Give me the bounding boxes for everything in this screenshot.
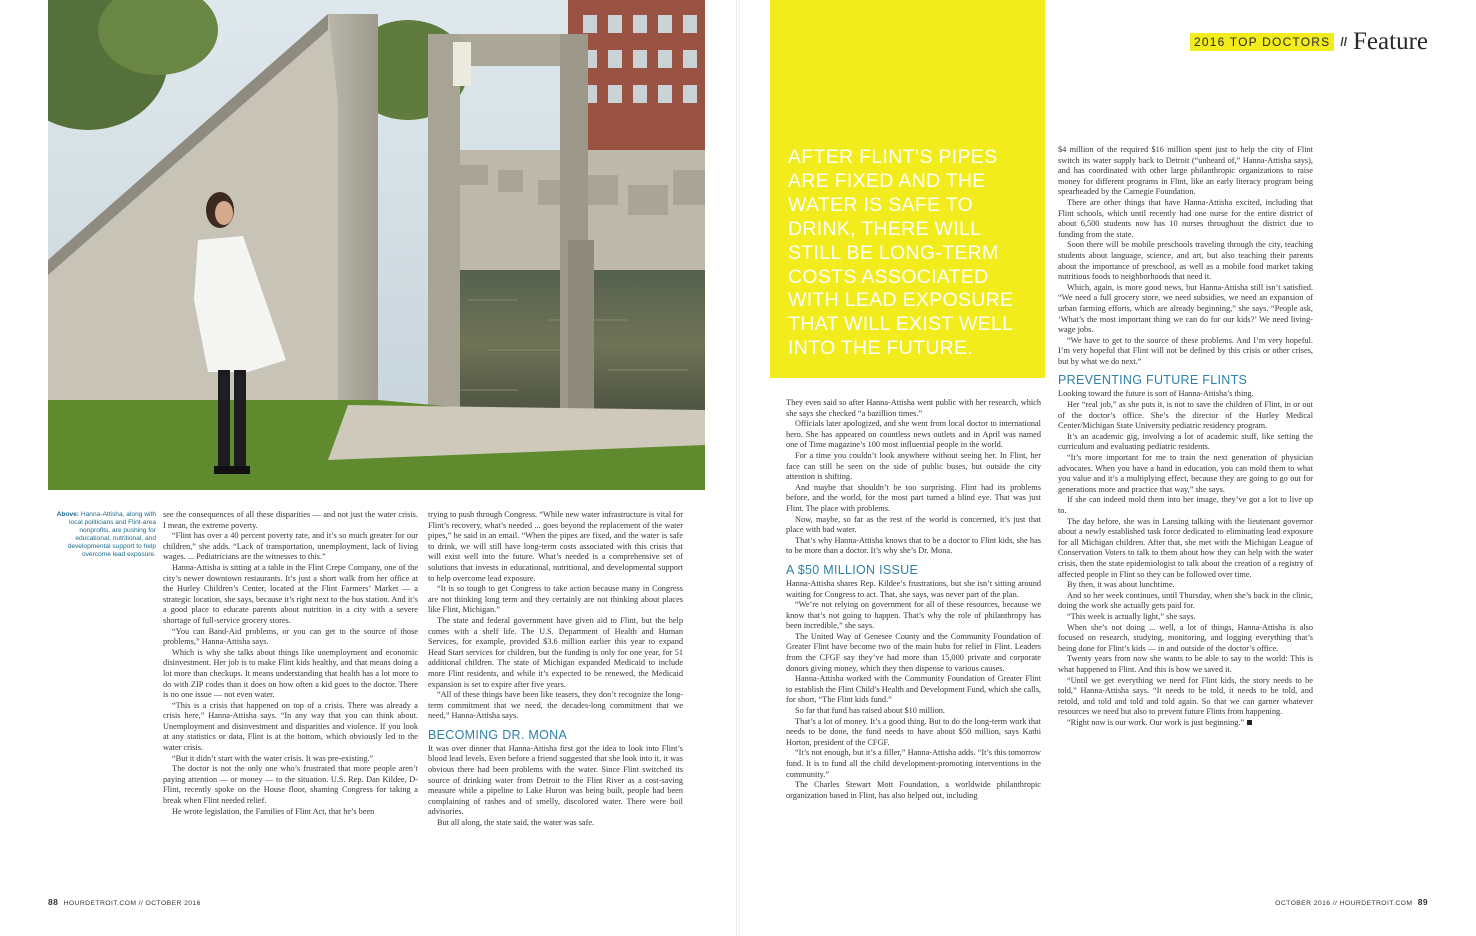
paragraph: That’s why Hanna-Attisha knows that to be a doctor to Flint kids, she has to be more than a doctor. It’s why she’s Dr. Mona. — [786, 535, 1041, 556]
pull-quote-box — [770, 0, 1045, 378]
paragraph: That’s a lot of money. It’s a good thing. But to do the long-term work that needs to be done, the fund needs to have about $50 million, says Kathi Horton, president of the CFGF. — [786, 716, 1041, 747]
section-tag: 2016 TOP DOCTORS — [1190, 33, 1334, 51]
section-header — [1190, 28, 1428, 56]
subhead-50-million-issue: A $50 MILLION ISSUE — [786, 562, 919, 577]
folio-left-text: HOURDETROIT.COM // OCTOBER 2016 — [63, 900, 201, 907]
paragraph: “All of these things have been like teasers, they don’t recognize the long-term commitment that we need, the decades-long commitment that we need,” Hanna-Attisha says. — [428, 690, 683, 721]
paragraph: Which, again, is more good news, but Hanna-Attisha still isn’t satisfied. “We need a full grocery store, we need subsidies, we need an expansion of urban farming efforts, which are already beginning,” she says. “People ask, ‘What’s the most important thing we can do for our kids?’ We need living-wage jobs. — [1058, 282, 1313, 335]
paragraph: “Flint has over a 40 percent poverty rate, and it’s so much greater for our children,” she adds. “Lack of transportation, unemployment, lack of living wages. ... Pediatricians are the witnesses to this.” — [163, 531, 418, 562]
column-left-2 — [428, 510, 683, 829]
paragraph: And so her week continues, until Thursday, when she’s back in the clinic, doing the work she actually gets paid for. — [1058, 590, 1313, 611]
final-sentence: “Right now is our work. Our work is just beginning.” — [1067, 717, 1245, 727]
paragraph: see the consequences of all these disparities — and not just the water crisis. I mean, the extreme poverty. — [163, 510, 418, 530]
paragraph: “It is so tough to get Congress to take action because many in Congress are not thinking long term and they certainly are not thinking about places like Flint, Michigan.” — [428, 584, 683, 615]
folio-left — [48, 897, 201, 907]
paragraph: The day before, she was in Lansing talking with the lieutenant governor about a newly established task force dedicated to eliminating lead exposure for all Michigan children. After that, she met with the Michigan League of Conservation Voters to talk to them about how they can help with the water crisis, then the state epidemiologist to talk about the creation of a registry of affected people in Flint so they can be followed over time. — [1058, 516, 1313, 579]
paragraph-final — [1058, 718, 1313, 729]
paragraph: Hanna-Attisha is sitting at a table in the Flint Crepe Company, one of the city’s newer downtown restaurants. It’s just a short walk from her office at the Hurley Children’s Center, located at the Flint Farmers’ Market — a strategic location, she says, because it’s right next to the bus station. And it’s a good place to educate parents about nutrition in a city with a severe shortage of full-service grocery stores. — [163, 562, 418, 625]
paragraph: When she’s not doing ... well, a lot of things, Hanna-Attisha is also focused on research, studying, monitoring, and logging everything that’s being done for Flint’s kids — in and outside of the doctor’s office. — [1058, 622, 1313, 653]
folio-right — [1275, 897, 1428, 907]
paragraph: If she can indeed mold them into her image, they’ve got a lot to live up to. — [1058, 495, 1313, 515]
paragraph: “This week is actually light,” she says. — [1067, 611, 1196, 621]
paragraph: By then, it was about lunchtime. — [1067, 580, 1175, 590]
paragraph: The United Way of Genesee County and the Community Foundation of Greater Flint have become two of the main hubs for relief in Flint. Leaders from the CFGF say they’ve had more than 15,000 private and corporate donors giving money, which they then dispense to various causes. — [786, 631, 1041, 673]
paragraph: “Until we get everything we need for Flint kids, the story needs to be told,” Hanna-Attisha says. “It needs to be told, it needs to be told, and retold, and told and told and told again. So that we can garner whatever resources we need but also to prevent future Flints from happening. — [1058, 675, 1313, 717]
column-left-1 — [163, 510, 418, 817]
paragraph: “It’s more important for me to train the next generation of physician advocates. When you have a hand in education, you can mold them to what you value and it’s a multiplying effect, because they are going to go out for generations more and practice that way,” she says. — [1058, 453, 1313, 494]
paragraph: Hanna-Attisha worked with the Community Foundation of Greater Flint to establish the Flint Child’s Health and Development Fund, which she calls, for short, “The Flint kids fund.” — [786, 674, 1041, 705]
end-mark-icon — [1247, 720, 1252, 725]
page-number-left: 88 — [48, 897, 59, 907]
paragraph: They even said so after Hanna-Attisha went public with her research, which she says she checked “a bazillion times.” — [786, 398, 1041, 418]
paragraph: And maybe that shouldn’t be too surprising. Flint had its problems before, and the world, for the most part turned a blind eye. That was just Flint. The place with problems. — [786, 482, 1041, 513]
paragraph: Hanna-Attisha shares Rep. Kildee’s frustrations, but she isn’t sitting around waiting for Congress to act. That, she says, was never part of the plan. — [786, 578, 1041, 599]
page-number-right: 89 — [1417, 897, 1428, 907]
paragraph: Officials later apologized, and she went from local doctor to international hero. She has appeared on countless news outlets and in April was named one of Time magazine’s 100 most influential people in the world. — [786, 419, 1041, 450]
paragraph: There are other things that have Hanna-Attisha excited, including that Flint schools, which until recently had one nurse for the entire district of about 6,500 students now has 10 nurses throughout the district due to funding from the state. — [1058, 197, 1313, 239]
paragraph: Which is why she talks about things like unemployment and economic disinvestment. Her job is to make Flint kids healthy, and that means doing a lot more than checkups. It means understanding that health has a lot more to do with ZIP codes than it does on how often a kid goes to the doctor. There is no one issue — not even water. — [163, 647, 418, 700]
section-title: Feature — [1353, 28, 1428, 55]
photo-illustration — [48, 0, 705, 490]
subhead-preventing-future-flints: PREVENTING FUTURE FLINTS — [1058, 373, 1248, 388]
paragraph: Now, maybe, so far as the rest of the world is concerned, it’s just that place with bad water. — [786, 514, 1041, 535]
paragraph: $4 million of the required $16 million spent just to help the city of Flint switch its water supply back to Detroit (“unheard of,” Hanna-Attisha says), and has coordinated with other large philanthropic organizations to raise money for different programs in Flint, like an early literacy program being spearheaded by the Carnegie Foundation. — [1058, 145, 1313, 197]
paragraph: Looking toward the future is sort of Hanna-Attisha’s thing. — [1058, 389, 1254, 399]
paragraph: “We have to get to the source of these problems. And I’m very hopeful. I’m very hopeful that Flint will not be defined by this crisis or other crises, but by what we do next.” — [1058, 335, 1313, 366]
caption-text: Hanna-Attisha, along with local politicians and Flint-area nonprofits, are pushing for educational, nutritional, and developmental support to help overcome lead exposure. — [67, 511, 156, 559]
subhead-becoming-dr-mona: BECOMING DR. MONA — [428, 727, 568, 742]
paragraph: So far that fund has raised about $10 million. — [795, 706, 946, 716]
folio-right-text: OCTOBER 2016 // HOURDETROIT.COM — [1275, 900, 1413, 907]
paragraph: Soon there will be mobile preschools traveling through the city, teaching students about language, science, and art, but also teaching their parents about the importance of preschool, as well as a mobile food market taking nutritious foods to neighborhoods that need it. — [1058, 240, 1313, 282]
paragraph: He wrote legislation, the Families of Flint Act, that he’s been — [172, 806, 375, 816]
pull-quote: AFTER FLINT’S PIPES ARE FIXED AND THE WATER IS SAFE TO DRINK, THERE WILL STILL BE LONG-TERM COSTS ASSOCIATED WITH LEAD EXPOSURE THAT WILL EXIST WELL INTO THE FUTURE. — [788, 146, 1014, 360]
paragraph: It was over dinner that Hanna-Attisha first got the idea to look into Flint’s blood lead levels. Even before a friend suggested that she look into it, it was obvious there had been problems with the water. Since Flint switched its source of drinking water from Detroit to the Flint River as a cost-saving measure while a pipeline to Lake Huron was being built, people had been complaining of rashes and of smelly, discolored water. There were boil advisories. — [428, 743, 683, 817]
paragraph: The state and federal government have given aid to Flint, but the help comes with a shelf life. The U.S. Department of Health and Human Services, for example, provided $3.6 million earlier this year to expand Head Start services for children, but the funding is only for one year, for 51 additional children. The state of Michigan expanded Medicaid to include more Flint residents, and while it’s expected to be renewed, the Medicaid expansion is set to expire after five years. — [428, 615, 683, 689]
paragraph: “We’re not relying on government for all of these resources, because we know that’s not going to happen. That’s why the role of philanthropy has been incredible,” she says. — [786, 600, 1041, 631]
column-right-2 — [1058, 145, 1313, 728]
paragraph: For a time you couldn’t look anywhere without seeing her. In Flint, her face can still be seen on the side of public buses, but outside the city attention is shifting. — [786, 450, 1041, 482]
paragraph: Twenty years from now she wants to be able to say to the world: This is what happened to Flint. And this is how we saved it. — [1058, 654, 1313, 674]
photo-caption — [48, 511, 156, 560]
paragraph: The Charles Stewart Mott Foundation, a worldwide philanthropic organization based in Flint, has also helped out, including — [786, 780, 1041, 800]
paragraph: trying to push through Congress. “While new water infrastructure is vital for Flint’s recovery, what’s needed ... goes beyond the replacement of the water pipes,” he said in an email. “When the pipes are fixed, and the water is safe to drink, we will still have long-term costs associated with this crisis that will exist well into the future. What’s needed is a comprehensive set of solutions that invests in educational, nutritional, and developmental support to help overcome lead exposure. — [428, 510, 683, 583]
paragraph: “It’s not enough, but it’s a filler,” Hanna-Attisha adds. “It’s this tomorrow fund. It is to fund all the child development-promoting interventions in the community.” — [786, 748, 1041, 779]
right-page — [738, 0, 1476, 936]
paragraph: But all along, the state said, the water was safe. — [437, 818, 595, 828]
paragraph: The doctor is not the only one who’s frustrated that more people aren’t paying attention — or money — to the situation. U.S. Rep. Dan Kildee, D-Flint, recently spoke on the House floor, shaming Congress for taking a break when Flint needed relief. — [163, 764, 418, 806]
column-right-1 — [786, 398, 1041, 801]
paragraph: “This is a crisis that happened on top of a crisis. There was already a crisis here,” Hanna-Attisha says. “In any way that you can think about. Unemployment and disinvestment and disparities and violence. If you look at any statistics or data, Flint is at the bottom, which obviously led to the water crisis. — [163, 700, 418, 753]
paragraph: “But it didn’t start with the water crisis. It was pre-existing.” — [172, 753, 374, 763]
header-separator: // — [1340, 35, 1348, 49]
caption-lead: Above: — [56, 511, 80, 518]
paragraph: Her “real job,” as she puts it, is not to save the children of Flint, in or out of the doctor’s office. She’s the director of the Hurley Medical Center/Michigan State University pediatric residency program. — [1058, 400, 1313, 431]
feature-photo — [48, 0, 705, 490]
paragraph: “You can Band-Aid problems, or you can get to the source of those problems,” Hanna-Attisha says. — [163, 626, 418, 647]
paragraph: It’s an academic gig, involving a lot of academic stuff, like setting the curriculum and evaluating pediatric residents. — [1058, 431, 1313, 452]
